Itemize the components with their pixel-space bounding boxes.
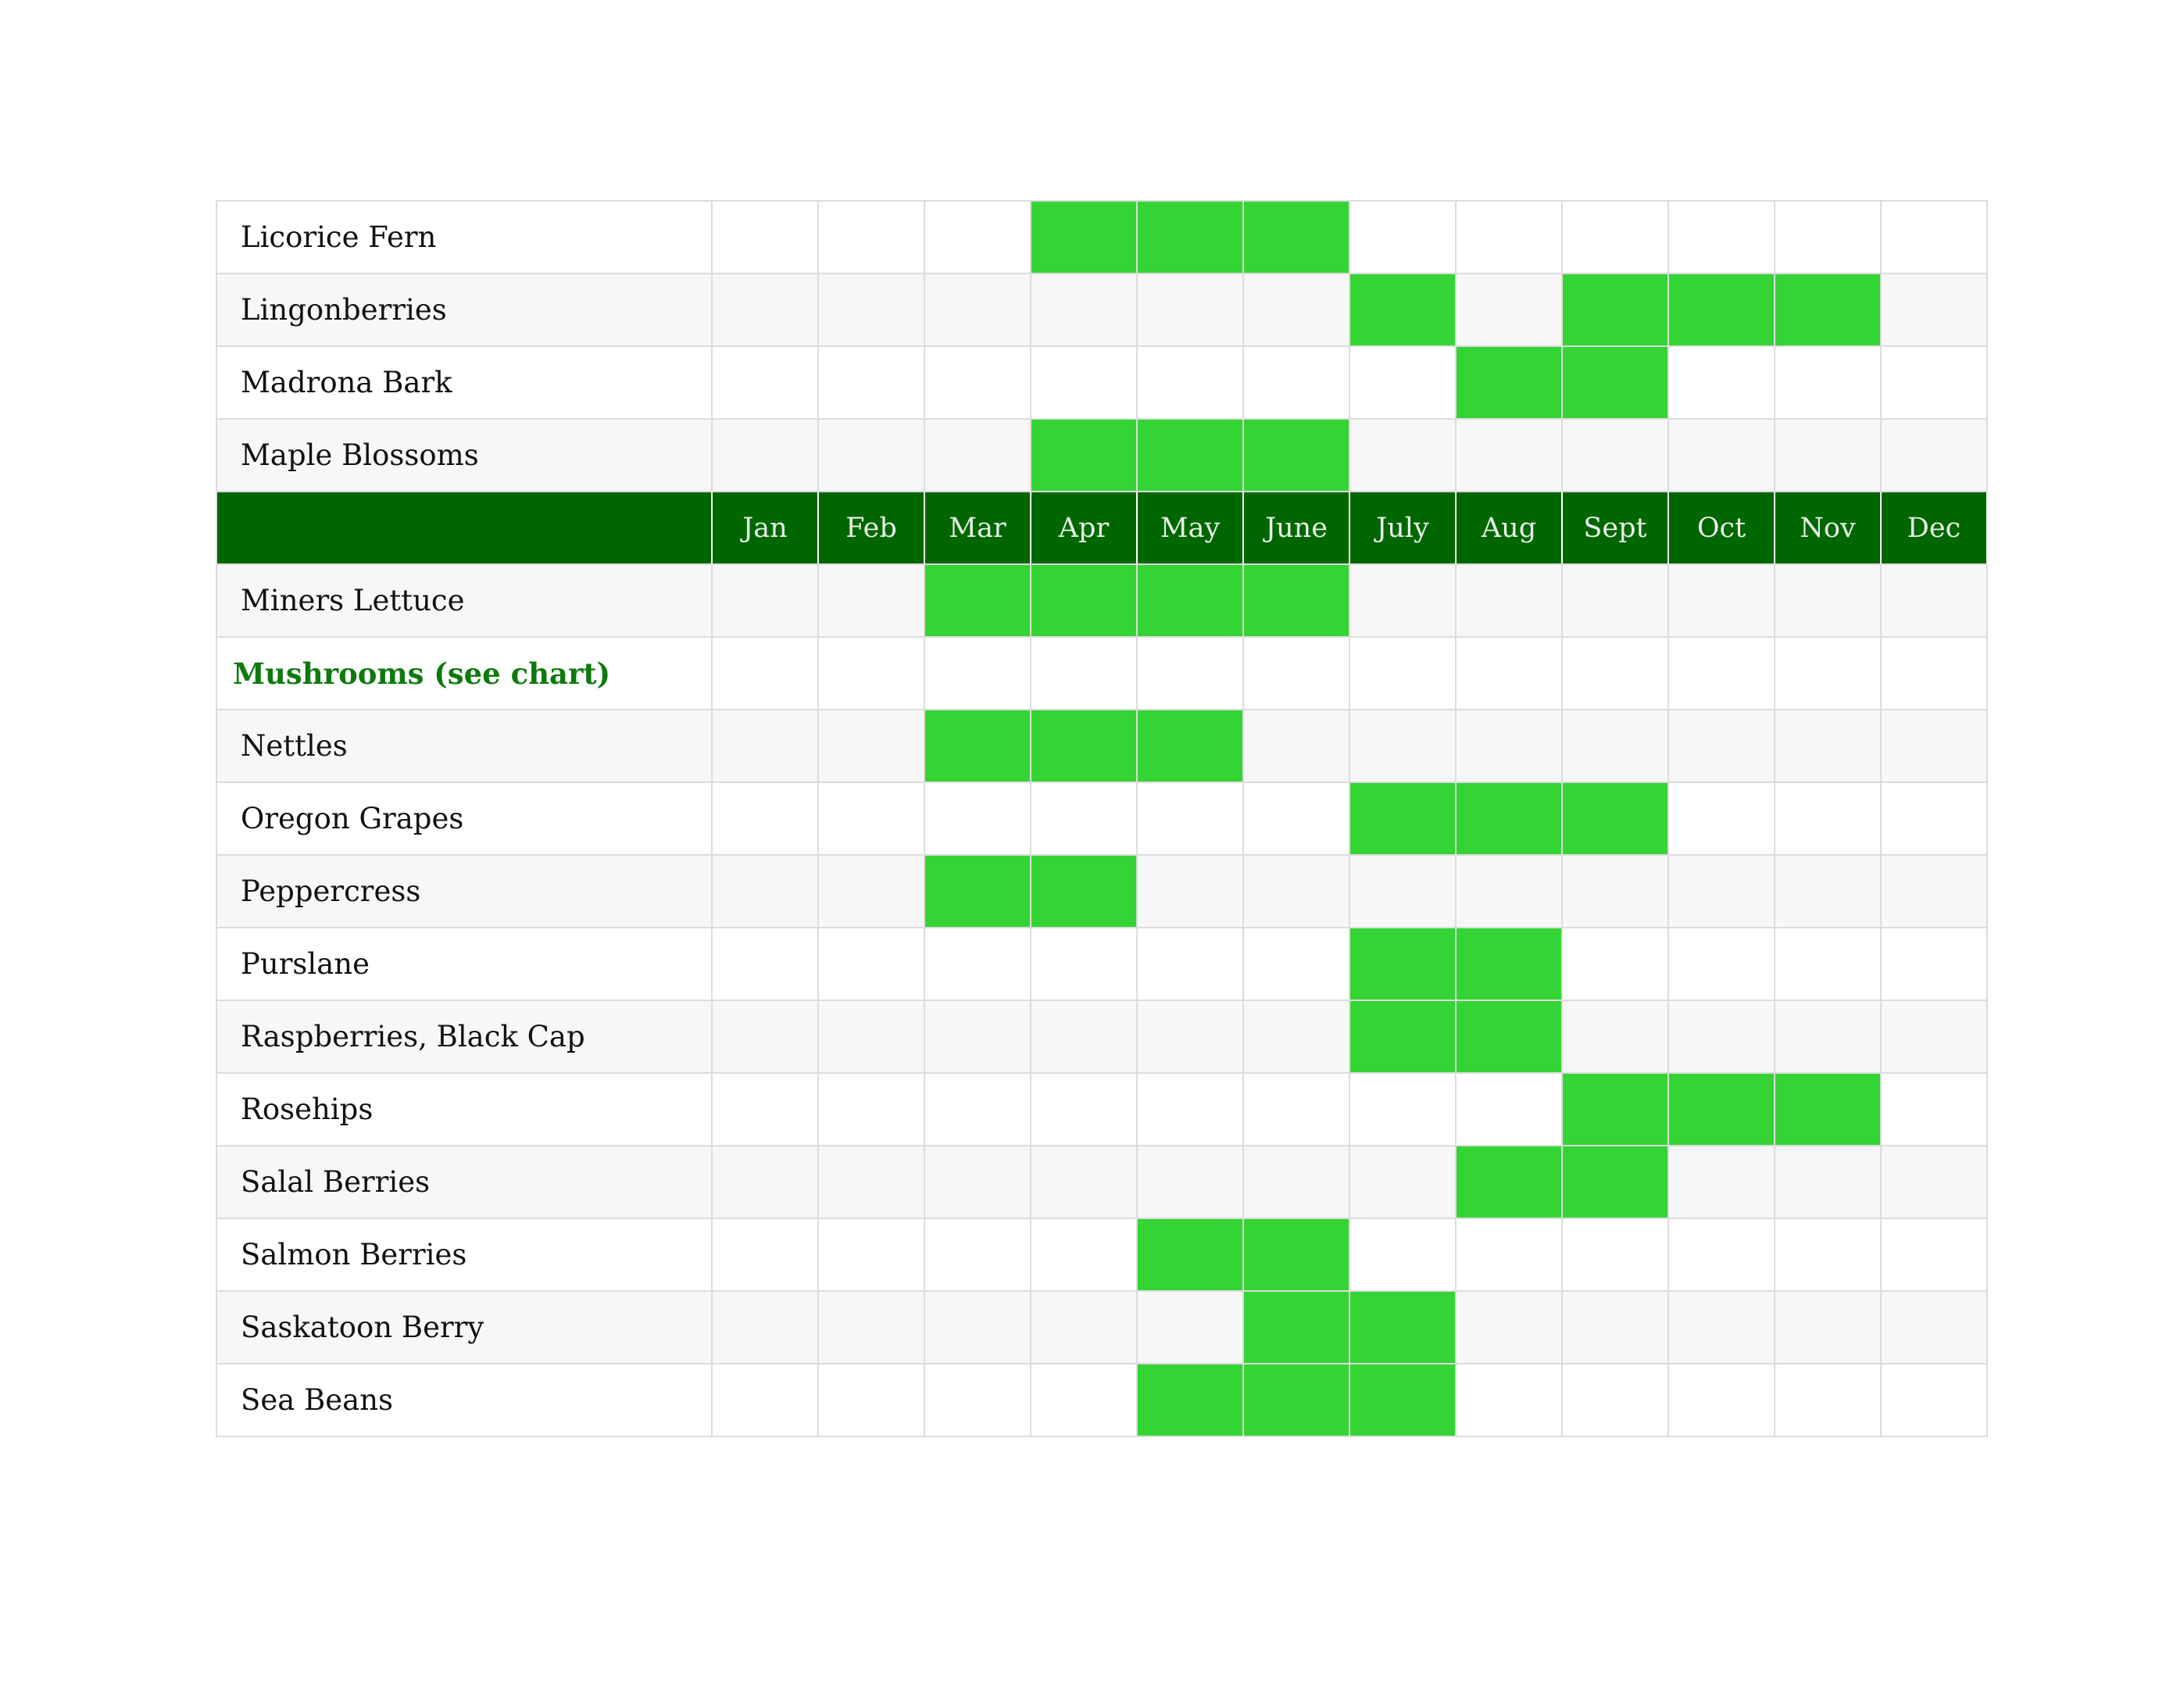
plant-row: [216, 855, 1987, 928]
season-cell: [712, 419, 818, 492]
season-cell: [1137, 1073, 1243, 1146]
season-cell: [1881, 1073, 1987, 1146]
season-cell: [1243, 1000, 1349, 1073]
season-cell: [818, 1364, 924, 1436]
season-cell-active: [1243, 201, 1349, 274]
season-cell: [1031, 274, 1137, 346]
season-cell: [1881, 564, 1987, 637]
season-cell: [1137, 855, 1243, 928]
month-label: Jan: [712, 492, 818, 564]
season-cell: [1243, 1146, 1349, 1218]
season-cell: [1456, 855, 1562, 928]
season-cell-active: [1243, 1291, 1349, 1364]
season-cell: [1456, 274, 1562, 346]
season-cell: [1881, 782, 1987, 855]
season-cell: [1881, 1291, 1987, 1364]
season-cell: [1881, 710, 1987, 782]
season-cell: [924, 1073, 1031, 1146]
season-cell: [1137, 346, 1243, 419]
month-header-row: [216, 492, 1987, 564]
season-cell: [818, 782, 924, 855]
plant-name: Raspberries, Black Cap: [216, 1000, 712, 1073]
season-cell: [1456, 1073, 1562, 1146]
season-cell: [712, 1291, 818, 1364]
season-cell-active: [1137, 710, 1243, 782]
plant-name: Peppercress: [216, 855, 712, 928]
season-cell: [818, 1291, 924, 1364]
season-cell: [712, 928, 818, 1000]
plant-row: [216, 201, 1987, 274]
season-cell-active: [1349, 274, 1456, 346]
season-cell: [818, 346, 924, 419]
month-label: Aug: [1456, 492, 1562, 564]
season-cell-active: [1562, 274, 1668, 346]
season-cell: [1775, 201, 1881, 274]
season-cell-active: [1137, 419, 1243, 492]
season-cell: [1456, 1218, 1562, 1291]
season-cell: [712, 201, 818, 274]
season-cell: [712, 1218, 818, 1291]
month-label: May: [1137, 492, 1243, 564]
plant-name: Miners Lettuce: [216, 564, 712, 637]
season-cell: [1775, 419, 1881, 492]
plant-name: Salmon Berries: [216, 1218, 712, 1291]
season-cell: [1456, 201, 1562, 274]
season-cell: [1031, 1073, 1137, 1146]
season-cell: [818, 710, 924, 782]
season-cell: [1456, 419, 1562, 492]
season-cell: [1668, 855, 1775, 928]
season-cell: [712, 1146, 818, 1218]
season-cell: [1031, 1291, 1137, 1364]
season-cell: [1775, 564, 1881, 637]
season-cell: [924, 637, 1031, 710]
season-cell: [1349, 346, 1456, 419]
season-cell: [1243, 928, 1349, 1000]
season-cell: [1562, 201, 1668, 274]
season-cell-active: [1456, 782, 1562, 855]
season-cell: [1243, 782, 1349, 855]
season-cell-active: [924, 710, 1031, 782]
season-cell: [924, 201, 1031, 274]
season-cell: [1775, 1291, 1881, 1364]
season-cell: [1031, 1364, 1137, 1436]
season-cell: [1881, 855, 1987, 928]
season-cell: [1881, 1364, 1987, 1436]
month-label: Nov: [1775, 492, 1881, 564]
season-cell: [818, 1000, 924, 1073]
season-cell: [712, 855, 818, 928]
plant-row: [216, 1218, 1987, 1291]
season-cell-active: [1562, 782, 1668, 855]
plant-row: [216, 1146, 1987, 1218]
season-cell: [1137, 1291, 1243, 1364]
season-cell: [1562, 855, 1668, 928]
season-cell-active: [1668, 1073, 1775, 1146]
season-cell: [1775, 346, 1881, 419]
season-cell: [1668, 1146, 1775, 1218]
season-cell: [1031, 782, 1137, 855]
season-cell: [1349, 855, 1456, 928]
season-cell: [1775, 928, 1881, 1000]
season-cell: [1562, 928, 1668, 1000]
season-cell: [818, 928, 924, 1000]
season-cell: [1775, 1218, 1881, 1291]
season-cell-active: [1137, 1364, 1243, 1436]
plant-row: [216, 419, 1987, 492]
season-cell: [1031, 1218, 1137, 1291]
plant-row: [216, 928, 1987, 1000]
plant-row: [216, 1364, 1987, 1436]
season-cell-active: [1775, 1073, 1881, 1146]
season-cell-active: [1243, 564, 1349, 637]
season-cell: [818, 637, 924, 710]
season-cell: [1031, 928, 1137, 1000]
plant-name: Madrona Bark: [216, 346, 712, 419]
season-cell: [818, 201, 924, 274]
season-cell: [1243, 346, 1349, 419]
season-cell-active: [1137, 1218, 1243, 1291]
season-cell: [1668, 1364, 1775, 1436]
season-cell: [1668, 710, 1775, 782]
season-cell-active: [1562, 1146, 1668, 1218]
month-header-blank: [216, 492, 712, 564]
season-cell: [1031, 1000, 1137, 1073]
season-cell: [1137, 1146, 1243, 1218]
category-heading-row: [216, 637, 1987, 710]
season-cell: [1668, 1218, 1775, 1291]
plant-row: [216, 274, 1987, 346]
season-cell: [1349, 201, 1456, 274]
season-cell: [1137, 637, 1243, 710]
season-cell: [1668, 564, 1775, 637]
season-cell: [818, 855, 924, 928]
month-label: Dec: [1881, 492, 1987, 564]
season-cell-active: [924, 855, 1031, 928]
season-cell: [1668, 201, 1775, 274]
season-cell: [1775, 710, 1881, 782]
season-cell-active: [1243, 1218, 1349, 1291]
season-cell: [818, 419, 924, 492]
season-cell-active: [1775, 274, 1881, 346]
season-cell: [1881, 637, 1987, 710]
season-cell: [1562, 637, 1668, 710]
season-cell-active: [1456, 1000, 1562, 1073]
season-cell: [1881, 274, 1987, 346]
plant-name: Licorice Fern: [216, 201, 712, 274]
season-cell: [1775, 1000, 1881, 1073]
season-cell: [712, 274, 818, 346]
season-cell: [1775, 1146, 1881, 1218]
plant-row: [216, 346, 1987, 419]
season-cell: [1775, 782, 1881, 855]
season-cell: [1031, 346, 1137, 419]
season-cell-active: [1456, 1146, 1562, 1218]
plant-name: Lingonberries: [216, 274, 712, 346]
season-cell: [924, 1364, 1031, 1436]
season-cell: [1456, 1364, 1562, 1436]
season-cell: [818, 1146, 924, 1218]
month-label: June: [1243, 492, 1349, 564]
month-label: Mar: [924, 492, 1031, 564]
season-cell: [924, 1146, 1031, 1218]
season-cell-active: [1562, 346, 1668, 419]
month-label: Oct: [1668, 492, 1775, 564]
season-cell: [818, 274, 924, 346]
season-cell-active: [1349, 1364, 1456, 1436]
season-cell: [1349, 710, 1456, 782]
month-label: Sept: [1562, 492, 1668, 564]
season-cell-active: [924, 564, 1031, 637]
season-cell: [1775, 637, 1881, 710]
plant-name: Maple Blossoms: [216, 419, 712, 492]
season-cell: [1349, 1218, 1456, 1291]
month-label: Feb: [818, 492, 924, 564]
plant-name: Purslane: [216, 928, 712, 1000]
season-cell: [1562, 564, 1668, 637]
season-cell: [1031, 1146, 1137, 1218]
season-cell: [924, 346, 1031, 419]
harvest-season-rows: [216, 201, 1987, 1436]
season-cell: [712, 564, 818, 637]
season-cell: [1775, 855, 1881, 928]
season-cell: [1668, 419, 1775, 492]
season-cell: [1881, 419, 1987, 492]
category-heading: Mushrooms (see chart): [216, 637, 712, 710]
season-cell: [924, 419, 1031, 492]
season-cell: [1456, 637, 1562, 710]
season-cell: [818, 564, 924, 637]
season-cell: [1562, 710, 1668, 782]
season-cell: [1349, 1146, 1456, 1218]
season-cell: [1243, 637, 1349, 710]
season-cell: [1243, 710, 1349, 782]
season-cell: [1881, 346, 1987, 419]
season-cell: [1668, 928, 1775, 1000]
season-cell: [1243, 1073, 1349, 1146]
season-cell: [1668, 637, 1775, 710]
season-cell-active: [1031, 855, 1137, 928]
season-cell: [1456, 564, 1562, 637]
season-cell: [924, 274, 1031, 346]
month-label: July: [1349, 492, 1456, 564]
season-cell-active: [1031, 564, 1137, 637]
season-cell: [1349, 637, 1456, 710]
season-cell: [1668, 782, 1775, 855]
season-cell: [924, 1218, 1031, 1291]
season-cell-active: [1562, 1073, 1668, 1146]
season-cell: [1031, 637, 1137, 710]
plant-row: [216, 564, 1987, 637]
plant-name: Oregon Grapes: [216, 782, 712, 855]
season-cell-active: [1137, 564, 1243, 637]
season-cell: [1137, 928, 1243, 1000]
season-cell: [1775, 1364, 1881, 1436]
season-cell-active: [1668, 274, 1775, 346]
plant-row: [216, 1291, 1987, 1364]
season-cell-active: [1031, 419, 1137, 492]
season-cell: [818, 1073, 924, 1146]
season-cell: [712, 710, 818, 782]
season-cell: [1349, 1073, 1456, 1146]
season-cell: [1668, 1000, 1775, 1073]
season-cell: [1456, 710, 1562, 782]
season-cell: [924, 782, 1031, 855]
season-cell: [712, 1364, 818, 1436]
season-cell: [1562, 419, 1668, 492]
season-cell-active: [1349, 1291, 1456, 1364]
plant-row: [216, 782, 1987, 855]
season-cell: [712, 782, 818, 855]
plant-name: Nettles: [216, 710, 712, 782]
season-cell-active: [1349, 928, 1456, 1000]
plant-name: Rosehips: [216, 1073, 712, 1146]
season-cell: [712, 637, 818, 710]
season-cell: [924, 1291, 1031, 1364]
season-cell-active: [1349, 1000, 1456, 1073]
season-cell-active: [1243, 419, 1349, 492]
plant-name: Sea Beans: [216, 1364, 712, 1436]
season-cell: [1349, 564, 1456, 637]
plant-row: [216, 1000, 1987, 1073]
season-cell: [1562, 1291, 1668, 1364]
plant-row: [216, 1073, 1987, 1146]
plant-row: [216, 710, 1987, 782]
season-cell: [1456, 1291, 1562, 1364]
season-cell: [1881, 928, 1987, 1000]
season-cell-active: [1349, 782, 1456, 855]
season-cell: [712, 346, 818, 419]
season-cell: [1137, 782, 1243, 855]
season-cell: [1243, 274, 1349, 346]
season-cell: [818, 1218, 924, 1291]
season-cell-active: [1243, 1364, 1349, 1436]
season-cell: [1668, 346, 1775, 419]
season-cell: [924, 1000, 1031, 1073]
season-cell: [1668, 1291, 1775, 1364]
season-cell: [924, 928, 1031, 1000]
harvest-season-table: [216, 200, 1988, 1437]
season-cell: [1881, 201, 1987, 274]
plant-name: Saskatoon Berry: [216, 1291, 712, 1364]
season-cell: [1881, 1146, 1987, 1218]
season-cell: [1881, 1000, 1987, 1073]
season-cell: [1562, 1218, 1668, 1291]
season-cell: [1137, 1000, 1243, 1073]
season-cell-active: [1031, 710, 1137, 782]
season-cell: [1562, 1000, 1668, 1073]
season-cell: [712, 1073, 818, 1146]
season-cell: [1137, 274, 1243, 346]
season-cell-active: [1456, 928, 1562, 1000]
season-cell-active: [1031, 201, 1137, 274]
season-cell: [1562, 1364, 1668, 1436]
month-label: Apr: [1031, 492, 1137, 564]
season-cell-active: [1456, 346, 1562, 419]
season-cell: [712, 1000, 818, 1073]
season-cell: [1881, 1218, 1987, 1291]
season-cell-active: [1137, 201, 1243, 274]
season-cell: [1243, 855, 1349, 928]
season-cell: [1349, 419, 1456, 492]
plant-name: Salal Berries: [216, 1146, 712, 1218]
